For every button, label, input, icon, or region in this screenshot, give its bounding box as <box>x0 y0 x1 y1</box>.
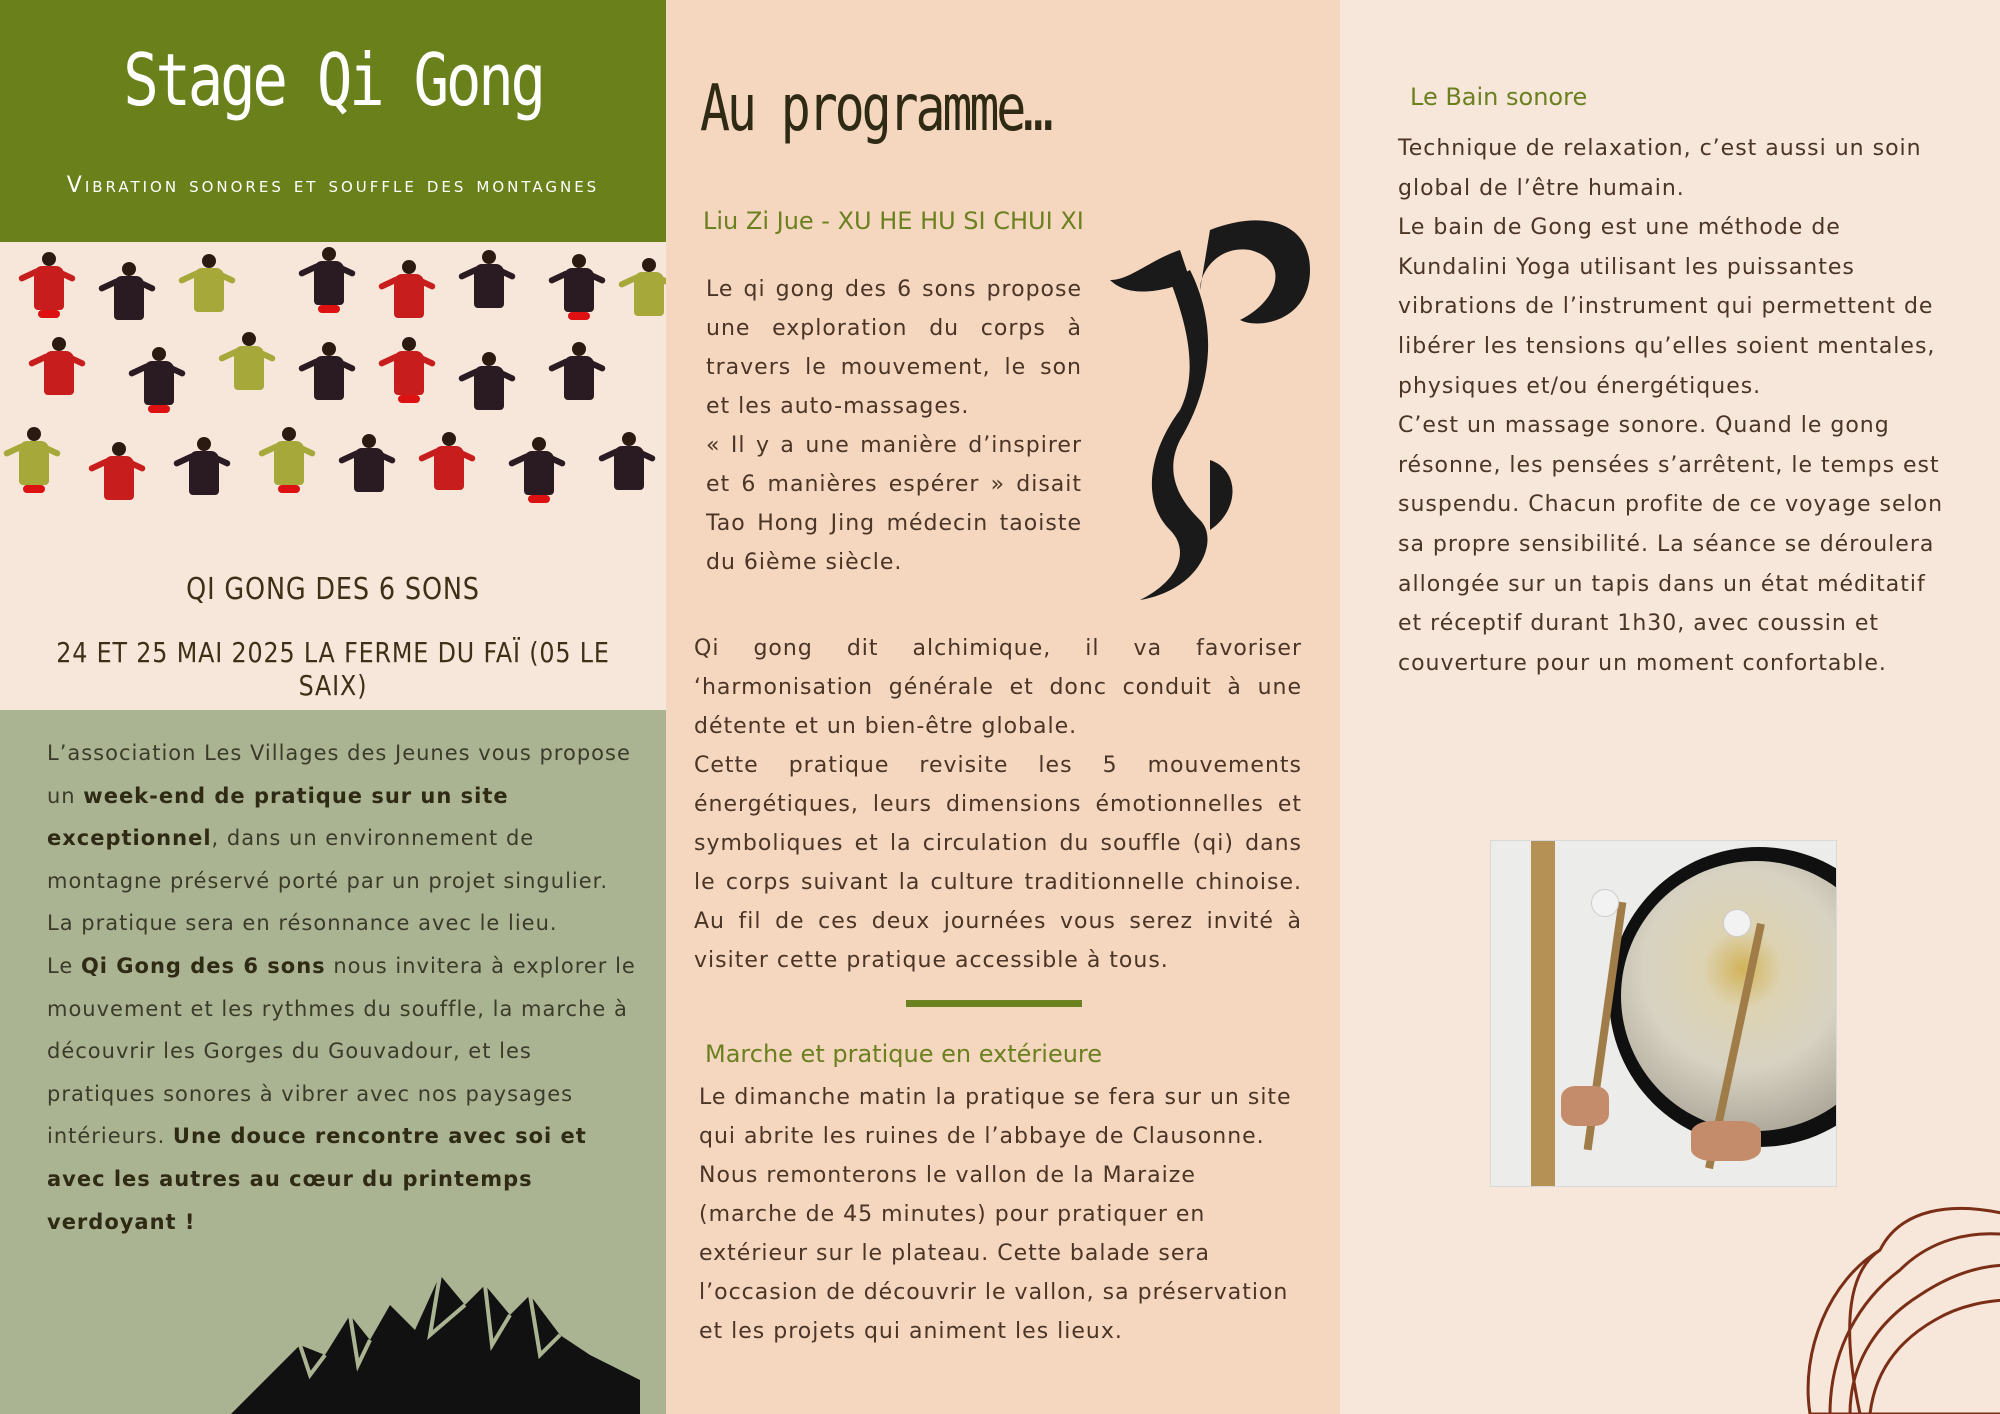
divider <box>906 1000 1082 1007</box>
alchemical-text: Qi gong dit alchimique, il va favoriser ‘harmonisation générale et donc conduit à une détente et un bien-être globale. Cette pratique revisite les 5 mouvements énergétiques, leurs dimensions émotionnelles et symboliques et la circulation du souffle (qi) dans le corps suivant la culture traditionnelle chinoise. Au fil de ces deux journées vous serez invité à visiter cette pratique accessible à tous. <box>694 636 1302 973</box>
sound-bath-text: Technique de relaxation, c’est aussi un soin global de l’être humain. Le bain de Gong est une méthode de Kundalini Yoga utilisant les puissantes vibrations de l’instrument qui permettent de libérer les tensions qu’elles soient mentales, physiques et/ou énergétiques. C’est un massage sonore. Quand le gong résonne, les pensées s’arrêtent, le temps est suspendu. Chacun profite de ce voyage selon sa propre sensibilité. La séance se déroulera allongée sur un tapis dans un état méditatif et réceptif durant 1h30, avec coussin et couverture pour un moment confortable. <box>1398 136 1944 676</box>
page-title: Stage Qi Gong <box>123 38 543 122</box>
gong-photo <box>1490 840 1837 1187</box>
six-sounds-text: Le qi gong des 6 sons propose une exploration du corps à travers le mouvement, le son et les auto-massages. « Il y a une manière d’inspirer et 6 manières espérer » disait Tao Hong Jing médecin taoiste du 6ième siècle. <box>706 277 1082 575</box>
event-title: QI GONG DES 6 SONS <box>186 572 480 607</box>
outdoor-walk-heading: Marche et pratique en extérieure <box>705 1040 1103 1068</box>
page-subtitle: Vibration sonores et souffle des montagnes <box>66 173 600 198</box>
sound-bath-heading: Le Bain sonore <box>1410 83 1588 111</box>
intro-text: L’association Les Villages des Jeunes vous propose un week-end de pratique sur un site exceptionnel, dans un environnement de montagne préservé porté par un projet singulier. La pratique sera en résonnance avec le lieu. Le Qi Gong des 6 sons nous invitera à explorer le mouvement et les rythmes du souffle, la marche à découvrir les Gorges du Gouvadour, et les pratiques sonores à vibrer avec nos paysages intérieurs. Une douce rencontre avec soi et avec les autres au cœur du printemps verdoyant ! <box>47 741 636 1234</box>
liu-zi-jue-heading: Liu Zi Jue - XU HE HU SI CHUI XI <box>703 207 1084 235</box>
right-panel <box>1340 0 2000 1414</box>
intro-box <box>0 710 666 1414</box>
calligraphy-icon <box>1090 210 1320 610</box>
left-panel <box>0 0 666 1414</box>
program-title: Au programme… <box>700 72 1051 146</box>
header-banner <box>0 0 666 242</box>
middle-panel <box>666 0 1340 1414</box>
outdoor-walk-text: Le dimanche matin la pratique se fera sur un site qui abrite les ruines de l’abbaye de Clausonne. Nous remonterons le vallon de la Maraize (marche de 45 minutes) pour pratiquer en extérieur sur le plateau. Cette balade sera l’occasion de découvrir le vallon, sa préservation et les projets qui animent les lieux. <box>699 1085 1292 1344</box>
event-date: 24 ET 25 MAI 2025 LA FERME DU FAÏ (05 LE SAIX) <box>56 636 610 702</box>
ginkgo-leaf-icon <box>1790 1200 2000 1414</box>
mountains-icon <box>230 1255 640 1414</box>
qi-gong-figures-illustration <box>0 242 666 557</box>
